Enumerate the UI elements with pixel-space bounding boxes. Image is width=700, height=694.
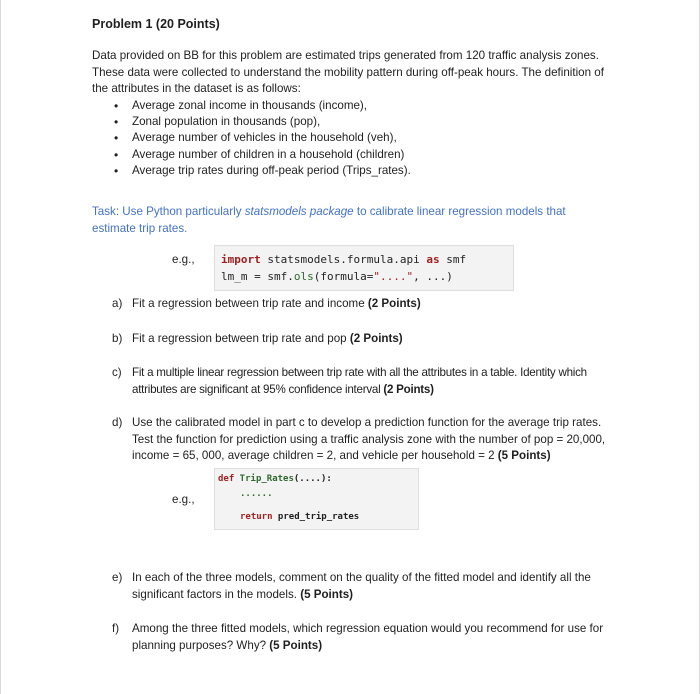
page-left-edge: [0, 0, 1, 694]
list-item: • Average trip rates during off-peak period (Trips_rates).: [114, 163, 411, 178]
code-line: ......: [240, 489, 273, 499]
list-item: • Average number of children in a household (children): [114, 147, 405, 162]
intro-paragraph: Data provided on BB for this problem are estimated trips generated from 120 traffic analysis zones. These data were collected to understand the mobility pattern during off-peak hours. The definition of the attributes in the dataset is as follows:: [92, 49, 604, 95]
list-item: • Average number of vehicles in the household (veh),: [114, 131, 397, 146]
list-item: • Zonal population in thousands (pop),: [114, 115, 321, 130]
question-c: c) Fit a multiple linear regression between trip rate with all the attributes in a table. Identity which attributes are significant at 95% confidence interval (2 Points): [112, 366, 587, 396]
task-emphasis: statsmodels package: [244, 205, 354, 218]
code-block-import: [214, 245, 514, 291]
question-e: e) In each of the three models, comment on the quality of the fitted model and identify all the significant factors in the models. (5 Points): [112, 571, 591, 601]
example-label: e.g.,: [172, 253, 195, 266]
code-line: return pred_trip_rates: [240, 512, 360, 522]
problem-title: Problem 1 (20 Points): [92, 17, 220, 31]
code-line: lm_m = smf.ols(formula="....", ...): [221, 270, 453, 283]
attribute-list: [112, 98, 592, 179]
code-line: import statsmodels.formula.api as smf: [221, 253, 467, 266]
question-f: f) Among the three fitted models, which regression equation would you recommend for use for planning purposes? Why? (5 Points): [112, 622, 604, 652]
bullet-icon: •: [114, 115, 119, 130]
bullet-icon: •: [114, 99, 119, 113]
bullet-icon: •: [114, 131, 119, 146]
list-item: • Average zonal income in thousands (income),: [114, 99, 368, 113]
question-b: b) Fit a regression between trip rate and pop (2 Points): [112, 332, 403, 345]
example-label: e.g.,: [172, 493, 195, 506]
code-block-function: [214, 468, 419, 530]
code-line: def Trip_Rates(....):: [218, 474, 332, 484]
question-d: d) Use the calibrated model in part c to develop a prediction function for the average trip rates. Test the function for prediction using a traffic analysis zone with the number of pop = 20,000, income = 65, 000, average children = 2, and vehicle per household = 2 (5 Points): [112, 416, 606, 462]
question-a: a) Fit a regression between trip rate and income (2 Points): [112, 297, 421, 310]
bullet-icon: •: [114, 163, 119, 178]
bullet-icon: •: [114, 147, 119, 162]
task-paragraph: Task: Use Python particularly statsmodels package to calibrate linear regression models that estimate trip rates.: [92, 205, 566, 235]
